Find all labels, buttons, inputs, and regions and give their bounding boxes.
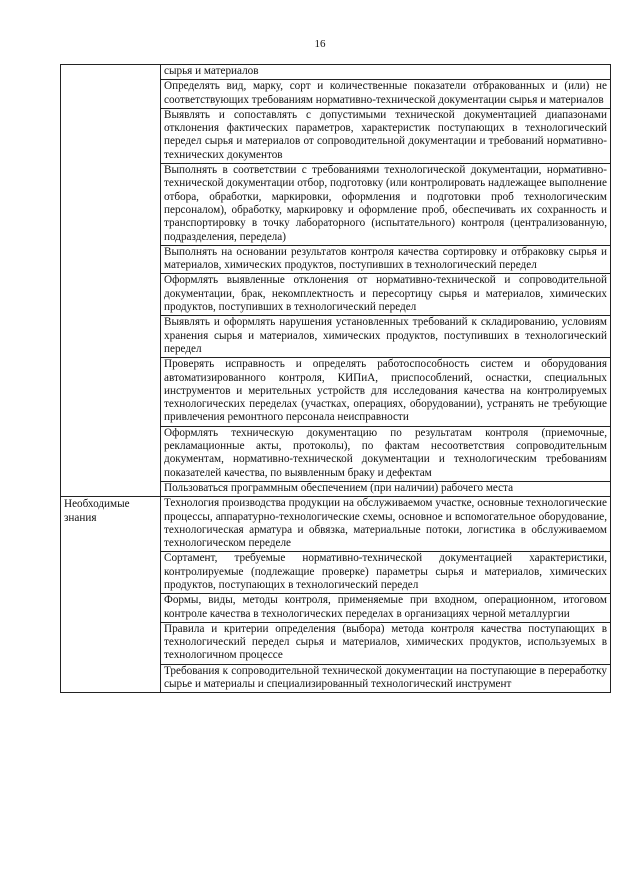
table-row (61, 497, 611, 552)
table-cell (161, 664, 611, 693)
table-cell (161, 316, 611, 358)
table-cell (161, 358, 611, 426)
requirement-text: сырья и материалов (164, 65, 259, 77)
table-cell (161, 594, 611, 623)
table-cell (161, 164, 611, 246)
table-cell (161, 497, 611, 552)
requirement-text: Оформлять техническую документацию по результатам контроля (приемочные, рекламационные акты, протоколы), по фактам несоответствия сопроводительным документам, нормативно-технической документации и технологическим требованиям показателей качества, по выявленным браку и дефектам (164, 426, 607, 479)
page-number: 16 (314, 38, 326, 50)
table-cell (161, 426, 611, 481)
requirement-text: Выполнять на основании результатов контроля качества сортировку и отбраковку сырья и материалов, химических продуктов, поступивших в технологический передел (164, 245, 607, 272)
table-cell (161, 481, 611, 496)
section-label-knowledge: Необходимые знания (61, 497, 161, 693)
table-cell (161, 108, 611, 163)
table-cell (161, 552, 611, 594)
requirement-text: Выполнять в соответствии с требованиями технологической документации, нормативно-технической документации отбор, подготовку (или контролировать надлежащее выполнение отбора, обработки, маркировки, оформления и подготовки проб технологическим персоналом), обработку, маркировку и оформление проб, обеспечивать их сохранность и транспортировку в точку лабораторного (испытательного) контроля (централизованную, подразделения, передела) (164, 164, 607, 243)
requirement-text: Проверять исправность и определять работоспособность систем и оборудования автоматизированного контроля, КИПиА, приспособлений, оснастки, специальных инструментов и мерительных устройств для исследования качества на контролируемых технологических переделах (участках, операциях, оборудовании), устранять не требующие привлечения ремонтного персонала неисправности (164, 358, 607, 424)
requirement-text: Пользоваться программным обеспечением (при наличии) рабочего места (164, 481, 514, 494)
table-cell (161, 274, 611, 316)
requirement-text: Оформлять выявленные отклонения от нормативно-технической и сопроводительной документации, брак, некомплектность и пересортицу сырья и материалов, химических продуктов, поступивших в технологический передел (164, 274, 607, 314)
requirement-text: Определять вид, марку, сорт и количественные показатели отбракованных и (или) не соответствующих требованиям нормативно-технической документации сырья и материалов (164, 80, 607, 106)
knowledge-text: Сортамент, требуемые нормативно-технической документацией характеристики, контролируемые (подлежащие проверке) параметры сырья и материалов, химических продуктов, поступающих в технологический передел (164, 552, 607, 591)
knowledge-text: Требования к сопроводительной технической документации на поступающие в переработку сырье и материалы и специализированный технологический инструмент (164, 664, 607, 691)
requirements-table (60, 64, 611, 693)
table-cell (161, 622, 611, 664)
knowledge-text: Технология производства продукции на обслуживаемом участке, основные технологические процессы, аппаратурно-технологические схемы, основное и вспомогательное оборудование, технологическая арматура и обвязка, материальные потоки, логистика в обслуживаемом технологическом переделе (164, 497, 607, 550)
knowledge-text: Правила и критерии определения (выбора) метода контроля качества поступающих в технологический передел сырья и материалов, химических продуктов, используемых в технологичном процессе (164, 622, 607, 662)
table-cell (161, 245, 611, 274)
table-row (61, 65, 611, 80)
section-label-empty (61, 65, 161, 497)
table-cell (161, 65, 611, 80)
table-cell (161, 80, 611, 109)
requirement-text: Выявлять и оформлять нарушения установленных требований к складированию, условиям хранения сырья и материалов, химических продуктов, поступивших в технологический передел (164, 316, 607, 355)
knowledge-text: Формы, виды, методы контроля, применяемые при входном, операционном, итоговом контроле качества в технологических переделах в организациях черной металлургии (164, 594, 607, 620)
requirement-text: Выявлять и сопоставлять с допустимыми технической документацией диапазонами отклонения фактических параметров, характеристик поступающих в технологический передел сырья и материалов от сопроводительной документации и требований нормативно-технических документов (164, 108, 607, 161)
